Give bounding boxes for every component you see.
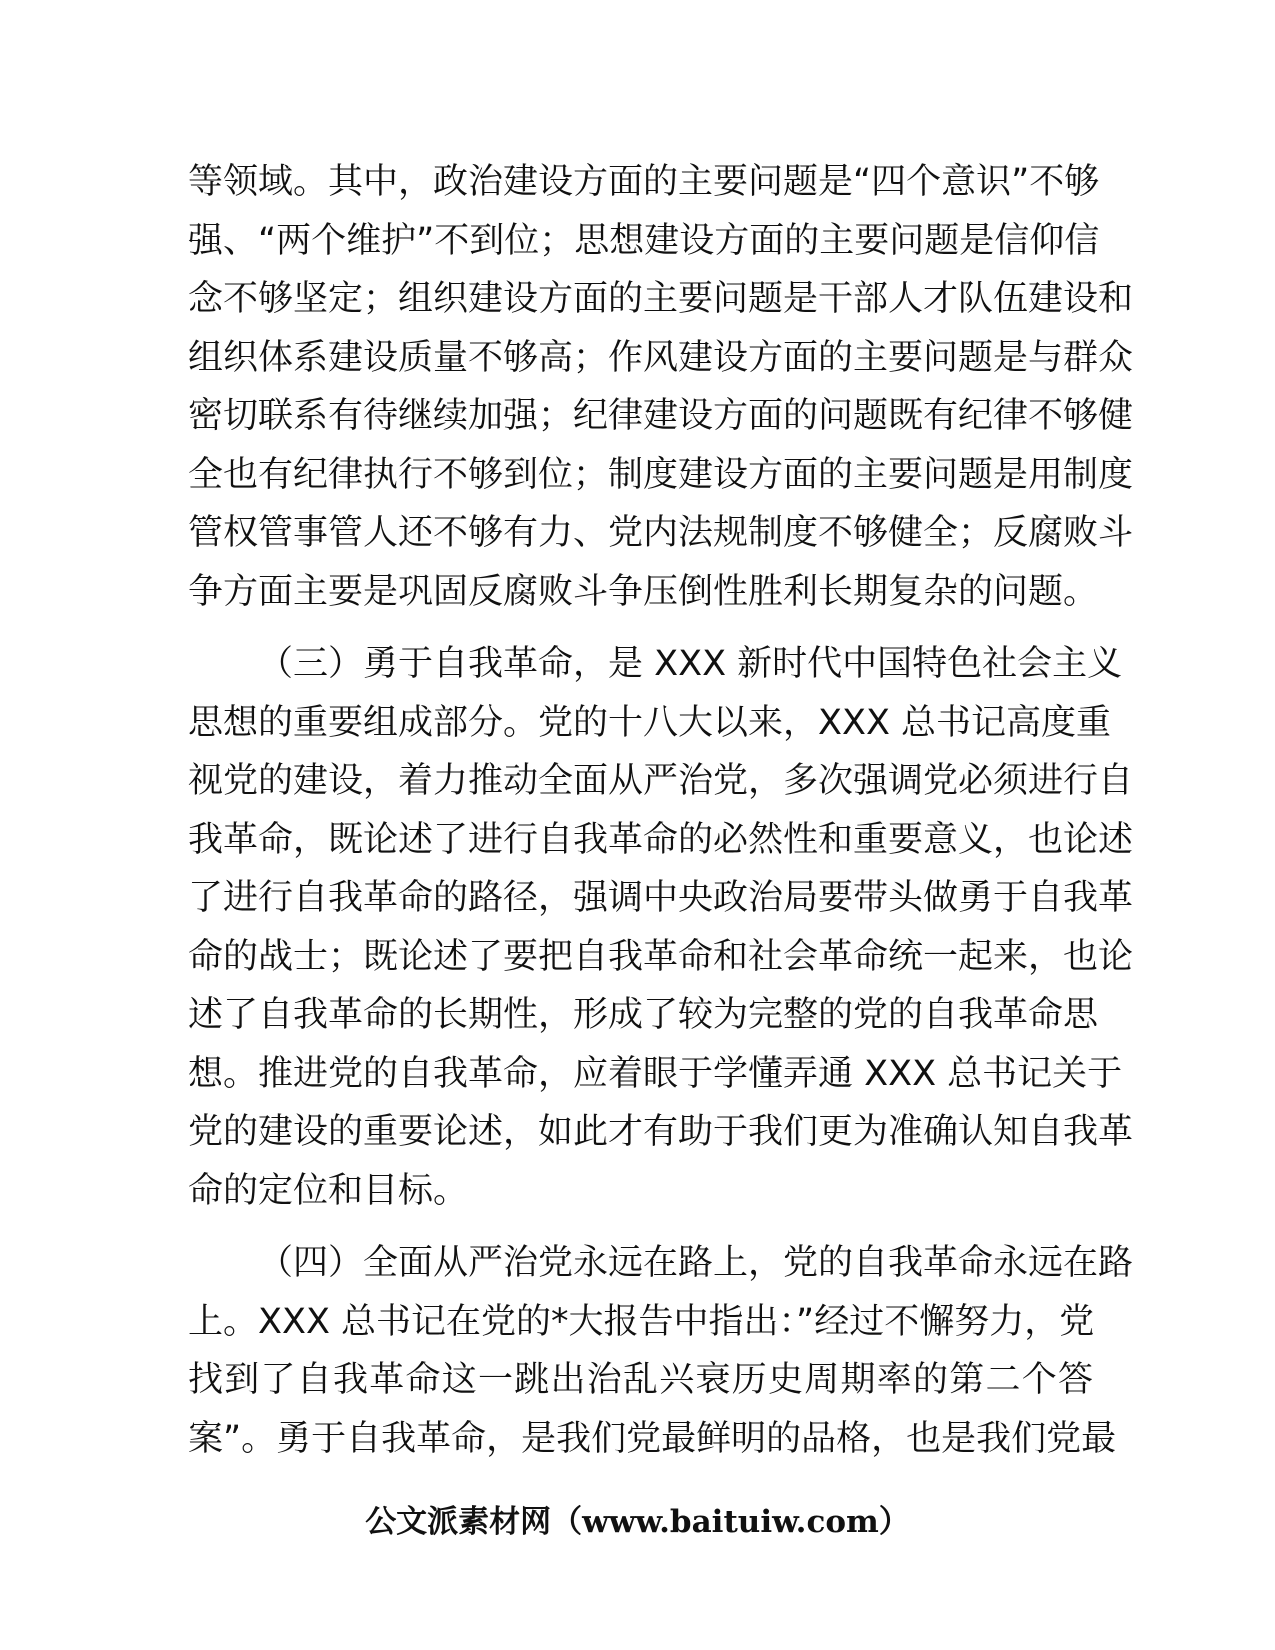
text-line: 思想的重要组成部分。党的十八大以来，XXX 总书记高度重 xyxy=(188,702,1112,743)
text-line: 密切联系有待继续加强；纪律建设方面的问题既有纪律不够健 xyxy=(188,396,1134,436)
paragraph xyxy=(188,635,1134,1220)
text-line: 视党的建设，着力推动全面从严治党，多次强调党必须进行自 xyxy=(188,761,1134,801)
text-line: 了进行自我革命的路径，强调中央政治局要带头做勇于自我革 xyxy=(188,878,1134,918)
text-line: 我革命，既论述了进行自我革命的必然性和重要意义，也论述 xyxy=(188,819,1134,860)
text-line: 管权管事管人还不够有力、党内法规制度不够健全；反腐败斗 xyxy=(188,513,1134,553)
text-line: （四）全面从严治党永远在路上，党的自我革命永远在路 xyxy=(258,1243,1134,1283)
text-line: 争方面主要是巩固反腐败斗争压倒性胜利长期复杂的问题。 xyxy=(188,571,1099,612)
text-line: 念不够坚定；组织建设方面的主要问题是干部人才队伍建设和 xyxy=(188,279,1134,319)
text-line: 命的战士；既论述了要把自我革命和社会革命统一起来，也论 xyxy=(188,936,1134,977)
paragraph xyxy=(188,1234,1134,1468)
text-line: 党的建设的重要论述，如此才有助于我们更为准确认知自我革 xyxy=(188,1112,1134,1152)
text-line: 组织体系建设质量不够高；作风建设方面的主要问题是与群众 xyxy=(188,337,1134,378)
paragraph xyxy=(188,153,1134,621)
text-line: 案”。勇于自我革命，是我们党最鲜明的品格，也是我们党最 xyxy=(188,1418,1117,1459)
text-line: 全也有纪律执行不够到位；制度建设方面的主要问题是用制度 xyxy=(188,454,1134,495)
text-line: 上。XXX 总书记在党的*大报告中指出：”经过不懈努力，党 xyxy=(188,1301,1095,1342)
text-line: 强、“两个维护”不到位；思想建设方面的主要问题是信仰信 xyxy=(188,220,1100,261)
text-line: 述了自我革命的长期性，形成了较为完整的党的自我革命思 xyxy=(188,995,1099,1035)
text-line: 等领域。其中，政治建设方面的主要问题是“四个意识”不够 xyxy=(188,162,1100,202)
text-line: （三）勇于自我革命，是 XXX 新时代中国特色社会主义 xyxy=(258,644,1123,684)
text-line: 想。推进党的自我革命，应着眼于学懂弄通 XXX 总书记关于 xyxy=(188,1053,1123,1094)
footer-watermark: 公文派素材网（www.baituiw.com） xyxy=(365,1504,910,1540)
text-line: 找到了自我革命这一跳出治乱兴衰历史周期率的第二个答 xyxy=(188,1360,1093,1400)
document-body xyxy=(188,153,1134,1482)
text-line: 命的定位和目标。 xyxy=(188,1170,469,1211)
